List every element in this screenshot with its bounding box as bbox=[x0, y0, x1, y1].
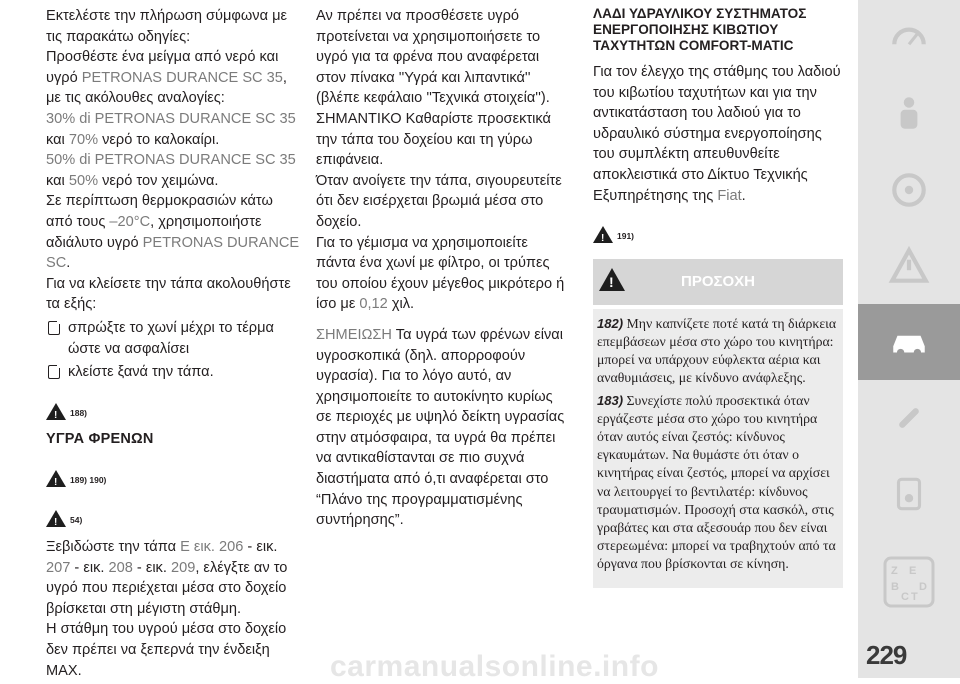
text: , ελέγξτε αν το υγρό που περιέχεται μέσα στο δοχείο βρίσκεται στη μέγιστη στάθμη. bbox=[46, 559, 288, 617]
tab-emergency[interactable] bbox=[858, 228, 960, 304]
steering-wheel-icon bbox=[888, 169, 930, 211]
closing-paragraph: Για να κλείσετε την τάπα ακολουθήστε τα εξής: bbox=[46, 275, 291, 313]
text: χιλ. bbox=[387, 296, 415, 313]
checkbox-bullet-icon bbox=[48, 321, 60, 335]
open-cap-paragraph: Όταν ανοίγετε την τάπα, σιγουρευτείτε ότι δεν εισέρχεται βρωμιά μέσα στο δοχείο. bbox=[316, 172, 562, 230]
ratio-value: 50% di PETRONAS DURANCE SC 35 bbox=[46, 152, 296, 169]
warning-icon bbox=[46, 470, 66, 487]
warning-number: 183) bbox=[597, 392, 624, 408]
column-3 bbox=[593, 6, 843, 588]
warning-text: Μην καπνίζετε ποτέ κατά τη διάρκεια επεμβάσεων μέσα στο χώρο του κινητήρα: μπορεί να υπάρχουν εύφλεκτα αέρια και αναθυμιάσεις, με κίνδυνο ανάφλεξης. bbox=[597, 315, 837, 386]
index-letter: C bbox=[901, 591, 909, 603]
page-number: 229 bbox=[866, 640, 907, 670]
mixture-paragraph bbox=[46, 47, 301, 109]
text: - εικ. bbox=[132, 559, 171, 576]
gearbox-paragraph bbox=[593, 62, 843, 206]
temperature-paragraph bbox=[46, 191, 301, 273]
text: νερό τον χειμώνα. bbox=[98, 172, 219, 189]
section-heading: ΛΑΔΙ ΥΔΡΑΥΛΙΚΟΥ ΣΥΣΤΗΜΑΤΟΣ ΕΝΕΡΓΟΠΟΙΗΣΗΣ ΚΙΒΩΤΙΟΥ ΤΑΧΥΤΗΤΩΝ COMFORT-MATIC bbox=[593, 6, 807, 53]
section-heading: ΥΓΡΑ ΦΡΕΝΩΝ bbox=[46, 431, 154, 448]
note-paragraph bbox=[316, 325, 571, 531]
note-label: ΣΗΜΕΙΩΣΗ bbox=[316, 326, 392, 343]
warning-icon bbox=[46, 403, 66, 420]
dashboard-icon bbox=[888, 17, 930, 59]
index-letter: B bbox=[891, 581, 899, 593]
wrench-icon bbox=[888, 397, 930, 439]
ratio-value: 50% bbox=[68, 172, 99, 189]
warning-icon bbox=[593, 226, 613, 243]
tab-maintenance[interactable] bbox=[858, 304, 960, 380]
warning-reference bbox=[46, 458, 301, 491]
index-letter: T bbox=[911, 591, 918, 603]
ratio-value: 30% di PETRONAS DURANCE SC 35 bbox=[46, 110, 296, 127]
figure-reference: Ε εικ. 206 bbox=[180, 539, 244, 556]
checkbox-bullet-icon bbox=[48, 365, 60, 379]
text: και bbox=[46, 131, 69, 148]
tab-safety[interactable] bbox=[858, 76, 960, 152]
fluid-name: PETRONAS DURANCE SC bbox=[46, 234, 300, 272]
text: Για τον έλεγχο της στάθμης του λαδιού του κιβωτίου ταχυτήτων και για την αντικατάσταση του λαδιού για το υδραυλικό σύστημα ενεργοποίησης του συμπλέκτη απευθυνθείτε αποκλειστικά στο Δίκτυο Τεχνικής Εξυπηρέτησης της bbox=[593, 64, 841, 204]
figure-reference: 209 bbox=[170, 559, 196, 576]
list-item-text: κλείστε ξανά την τάπα. bbox=[68, 364, 214, 381]
text: . bbox=[741, 187, 746, 204]
text: , με τις ακόλουθες αναλογίες: bbox=[46, 69, 287, 107]
alphabetical-index-icon bbox=[879, 552, 939, 612]
caution-reference bbox=[46, 498, 301, 531]
text: Προσθέστε ένα μείγμα από νερό και υγρό bbox=[46, 49, 279, 86]
warning-text: Συνεχίστε πολύ προσεκτικά όταν εργάζεστε μέσα στο χώρο του κινητήρα όταν αυτός είναι ζεστός: κίνδυνος εγκαυμάτων. Να θυμάστε ότι όταν ο κινητήρας είναι ζεστός, μπορεί να αρχίσει να λειτουργεί το βεντιλατέρ: κίνδυνος τραυματισμών. Προσοχή στα κασκόλ, στις γραβάτες και στα αξεσουάρ που δεν είναι στερεωμένα: μπορεί να τραβηχτούν από τα όργανα που βρίσκονται σε κίνηση. bbox=[597, 392, 836, 572]
warning-item bbox=[597, 315, 839, 388]
chapter-sidebar bbox=[858, 0, 960, 678]
temperature-value: –20°C bbox=[109, 213, 151, 230]
text: , χρησιμοποιήστε αδιάλυτο υγρό bbox=[46, 213, 262, 251]
text: - εικ. bbox=[70, 559, 109, 576]
text: Ξεβιδώστε την τάπα bbox=[46, 539, 181, 556]
warning-box bbox=[593, 309, 843, 588]
car-maintenance-icon bbox=[888, 321, 930, 363]
reference-number: 191) bbox=[617, 231, 635, 242]
important-paragraph: ΣΗΜΑΝΤΙΚΟ Καθαρίστε προσεκτικά την τάπα του δοχείου και τη γύρω επιφάνεια. bbox=[316, 110, 551, 169]
watermark: carmanualsonline.info bbox=[330, 650, 659, 683]
list-item bbox=[46, 362, 301, 383]
list-item-text: σπρώξτε το χωνί μέχρι το τέρμα ώστε να ασφαλίσει bbox=[68, 319, 274, 357]
column-1 bbox=[46, 6, 301, 681]
figure-reference: 208 bbox=[108, 559, 133, 576]
tab-index[interactable] bbox=[858, 532, 960, 632]
reference-number: 188) bbox=[70, 407, 88, 418]
fluid-name: PETRONAS DURANCE SC 35 bbox=[81, 69, 283, 86]
intro-paragraph: Εκτελέστε την πλήρωση σύμφωνα με τις παρακάτω οδηγίες: bbox=[46, 8, 287, 45]
funnel-paragraph bbox=[316, 233, 571, 315]
reference-number: 54) bbox=[70, 515, 83, 526]
caution-icon bbox=[46, 510, 66, 527]
warning-title: ΠΡΟΣΟΧΗ bbox=[680, 272, 755, 290]
index-letter: Z bbox=[891, 565, 898, 577]
emergency-triangle-icon bbox=[888, 245, 930, 287]
text: νερό το καλοκαίρι. bbox=[98, 131, 220, 148]
tab-multimedia[interactable] bbox=[858, 456, 960, 532]
brand-name: Fiat bbox=[717, 187, 742, 204]
ratio-summer bbox=[46, 109, 301, 150]
warning-item bbox=[597, 392, 839, 574]
text: Τα υγρά των φρένων είναι υγροσκοπικά (δηλ. απορροφούν υγρασία). Για το λόγο αυτό, αν χρησιμοποιείτε το αυτοκίνητο κυρίως σε περιοχές με υψηλό δείκτη υγρασίας στην ατμόσφαιρα, τα υγρά θα πρέπει να αντικαθίστανται σε πιο συχνά διαστήματα από ό,τι αναφέρεται στο “Πλάνο της προγραμματισμένης συντήρησης”. bbox=[316, 326, 565, 529]
figure-reference: 207 bbox=[46, 559, 71, 576]
tab-dashboard[interactable] bbox=[858, 0, 960, 76]
tab-steering[interactable] bbox=[858, 152, 960, 228]
ratio-value: 70% bbox=[68, 131, 99, 148]
warning-reference bbox=[593, 214, 843, 247]
tab-technical[interactable] bbox=[858, 380, 960, 456]
index-letter: E bbox=[909, 565, 917, 577]
max-level-paragraph: Η στάθμη του υγρού μέσα στο δοχείο δεν πρέπει να ξεπερνά την ένδειξη MAX. bbox=[46, 621, 287, 679]
ratio-winter bbox=[46, 150, 301, 191]
text: Σε περίπτωση θερμοκρασιών κάτω από τους bbox=[46, 193, 273, 230]
text: - εικ. bbox=[243, 539, 278, 556]
text: . bbox=[66, 255, 71, 272]
warning-number: 182) bbox=[597, 315, 624, 331]
size-value: 0,12 bbox=[359, 296, 388, 313]
reference-number: 189) 190) bbox=[70, 474, 107, 485]
warning-reference bbox=[46, 391, 301, 424]
brake-fluid-paragraph bbox=[46, 537, 301, 619]
index-letter: D bbox=[919, 581, 927, 593]
seatbelt-icon bbox=[888, 93, 930, 135]
column-2 bbox=[316, 6, 571, 531]
text: Για το γέμισμα να χρησιμοποιείτε πάντα ένα χωνί με φίλτρο, οι τρύπες του οποίου έχουν μέγεθος μικρότερο ή ίσο με bbox=[316, 234, 565, 313]
list-item bbox=[46, 318, 301, 359]
topup-paragraph: Αν πρέπει να προσθέσετε υγρό προτείνεται να χρησιμοποιήσετε το υγρό για τα φρένα που αναφέρεται στον πίνακα ''Υγρά και λιπαντικά'' (βλέπε κεφάλαιο ''Τεχνικά στοιχεία''). bbox=[316, 8, 550, 107]
warning-header bbox=[593, 259, 843, 305]
text: και bbox=[46, 172, 69, 189]
music-note-icon bbox=[888, 473, 930, 515]
